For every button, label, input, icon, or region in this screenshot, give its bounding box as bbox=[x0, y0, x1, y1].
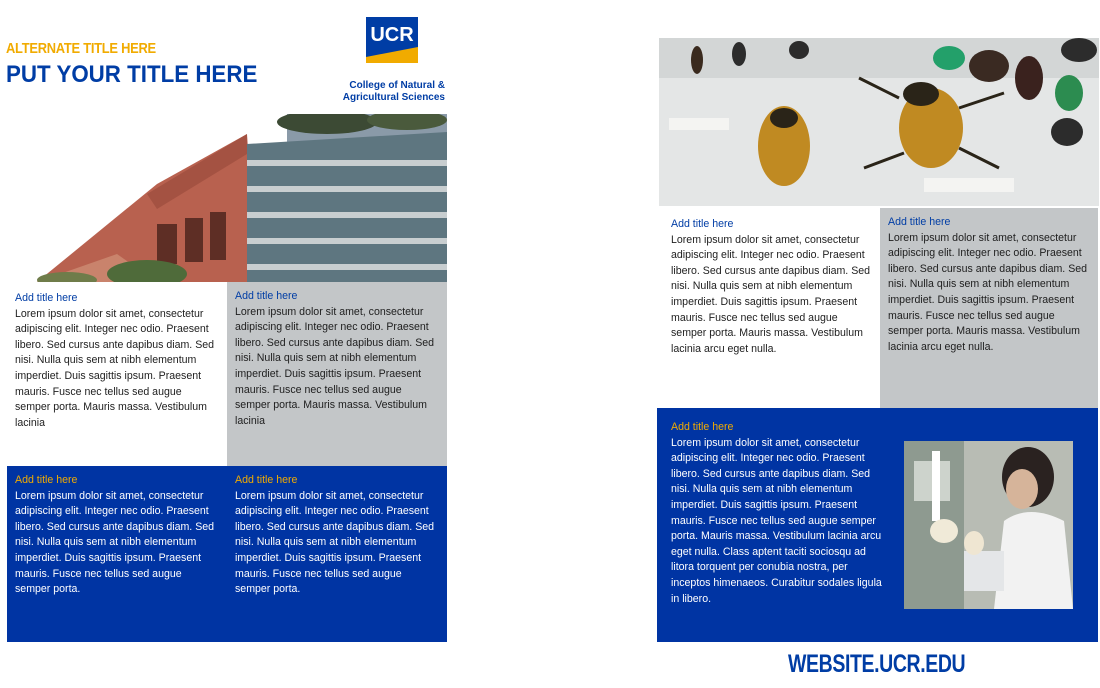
block-heading: Add title here bbox=[235, 290, 298, 302]
block-body: Lorem ipsum dolor sit amet, consectetur adipiscing elit. Integer nec odio. Praesent libero. Sed cursus ante dapibus diam. Sed nisi. Nulla quis sem at nibh elementum imperdiet. Duis sagittis ipsum. Praesent mauris. Fusce nec tellus sed augue semper porta. bbox=[15, 489, 215, 596]
college-line-2: Agricultural Sciences bbox=[342, 92, 445, 103]
college-line-1: College of Natural & bbox=[349, 80, 445, 91]
beetles-photo bbox=[659, 38, 1099, 206]
page-title: PUT YOUR TITLE HERE bbox=[6, 61, 258, 88]
block-heading: Add title here bbox=[671, 421, 734, 433]
block-heading: Add title here bbox=[235, 474, 298, 486]
block-heading: Add title here bbox=[888, 216, 951, 228]
block-body: Lorem ipsum dolor sit amet, consectetur adipiscing elit. Integer nec odio. Praesent libero. Sed cursus ante dapibus diam. Sed nisi. Nulla quis sem at nibh elementum imperdiet. Duis sagittis ipsum. Praesent mauris. Fusce nec tellus sed augue semper porta. Mauris massa. Vestibulum lacinia arcu eget nulla. bbox=[888, 231, 1088, 353]
logo-text: UCR bbox=[370, 24, 414, 46]
alternate-title: ALTERNATE TITLE HERE bbox=[6, 40, 156, 57]
text-block-bottom-right bbox=[227, 466, 447, 642]
college-name bbox=[333, 80, 445, 104]
block-body: Lorem ipsum dolor sit amet, consectetur adipiscing elit. Integer nec odio. Praesent libero. Sed cursus ante dapibus diam. Sed nisi. Nulla quis sem at nibh elementum imperdiet. Duis sagittis ipsum. Praesent mauris. Fusce nec tellus sed augue semper porta. Mauris massa. Vestibulum lacinia bbox=[235, 305, 435, 427]
lab-researcher-photo bbox=[904, 441, 1073, 609]
building-photo bbox=[7, 114, 447, 282]
block-body: Lorem ipsum dolor sit amet, consectetur adipiscing elit. Integer nec odio. Praesent libero. Sed cursus ante dapibus diam. Sed nisi. Nulla quis sem at nibh elementum imperdiet. Duis sagittis ipsum. Praesent mauris. Fusce nec tellus sed augue semper porta. Mauris massa. Vestibulum lacinia arcu eget nulla. Class aptent taciti sociosqu ad litora torquent per conubia nostra, per inceptos himenaeos. Curabitur sodales ligula in libero. bbox=[671, 436, 882, 605]
text-block-bottom-left bbox=[7, 466, 227, 642]
text-block-top-left bbox=[663, 210, 879, 408]
block-body: Lorem ipsum dolor sit amet, consectetur adipiscing elit. Integer nec odio. Praesent libero. Sed cursus ante dapibus diam. Sed nisi. Nulla quis sem at nibh elementum imperdiet. Duis sagittis ipsum. Praesent mauris. Fusce nec tellus sed augue semper porta. bbox=[235, 489, 435, 596]
block-body: Lorem ipsum dolor sit amet, consectetur adipiscing elit. Integer nec odio. Praesent libero. Sed cursus ante dapibus diam. Sed nisi. Nulla quis sem at nibh elementum imperdiet. Duis sagittis ipsum. Praesent mauris. Fusce nec tellus sed augue semper porta. Mauris massa. Vestibulum lacinia bbox=[15, 307, 215, 429]
block-body: Lorem ipsum dolor sit amet, consectetur adipiscing elit. Integer nec odio. Praesent libero. Sed cursus ante dapibus diam. Sed nisi. Nulla quis sem at nibh elementum imperdiet. Duis sagittis ipsum. Praesent mauris. Fusce nec tellus sed augue semper porta. Mauris massa. Vestibulum lacinia arcu eget nulla. bbox=[671, 233, 871, 355]
ucr-logo bbox=[366, 17, 418, 63]
block-heading: Add title here bbox=[671, 218, 734, 230]
website-url[interactable]: WEBSITE.UCR.EDU bbox=[788, 650, 966, 678]
text-block-top-left bbox=[7, 284, 227, 466]
block-heading: Add title here bbox=[15, 292, 78, 304]
block-heading: Add title here bbox=[15, 474, 78, 486]
text-block-bottom bbox=[663, 413, 888, 639]
text-block-top-right bbox=[880, 208, 1098, 408]
text-block-top-right bbox=[227, 282, 447, 466]
